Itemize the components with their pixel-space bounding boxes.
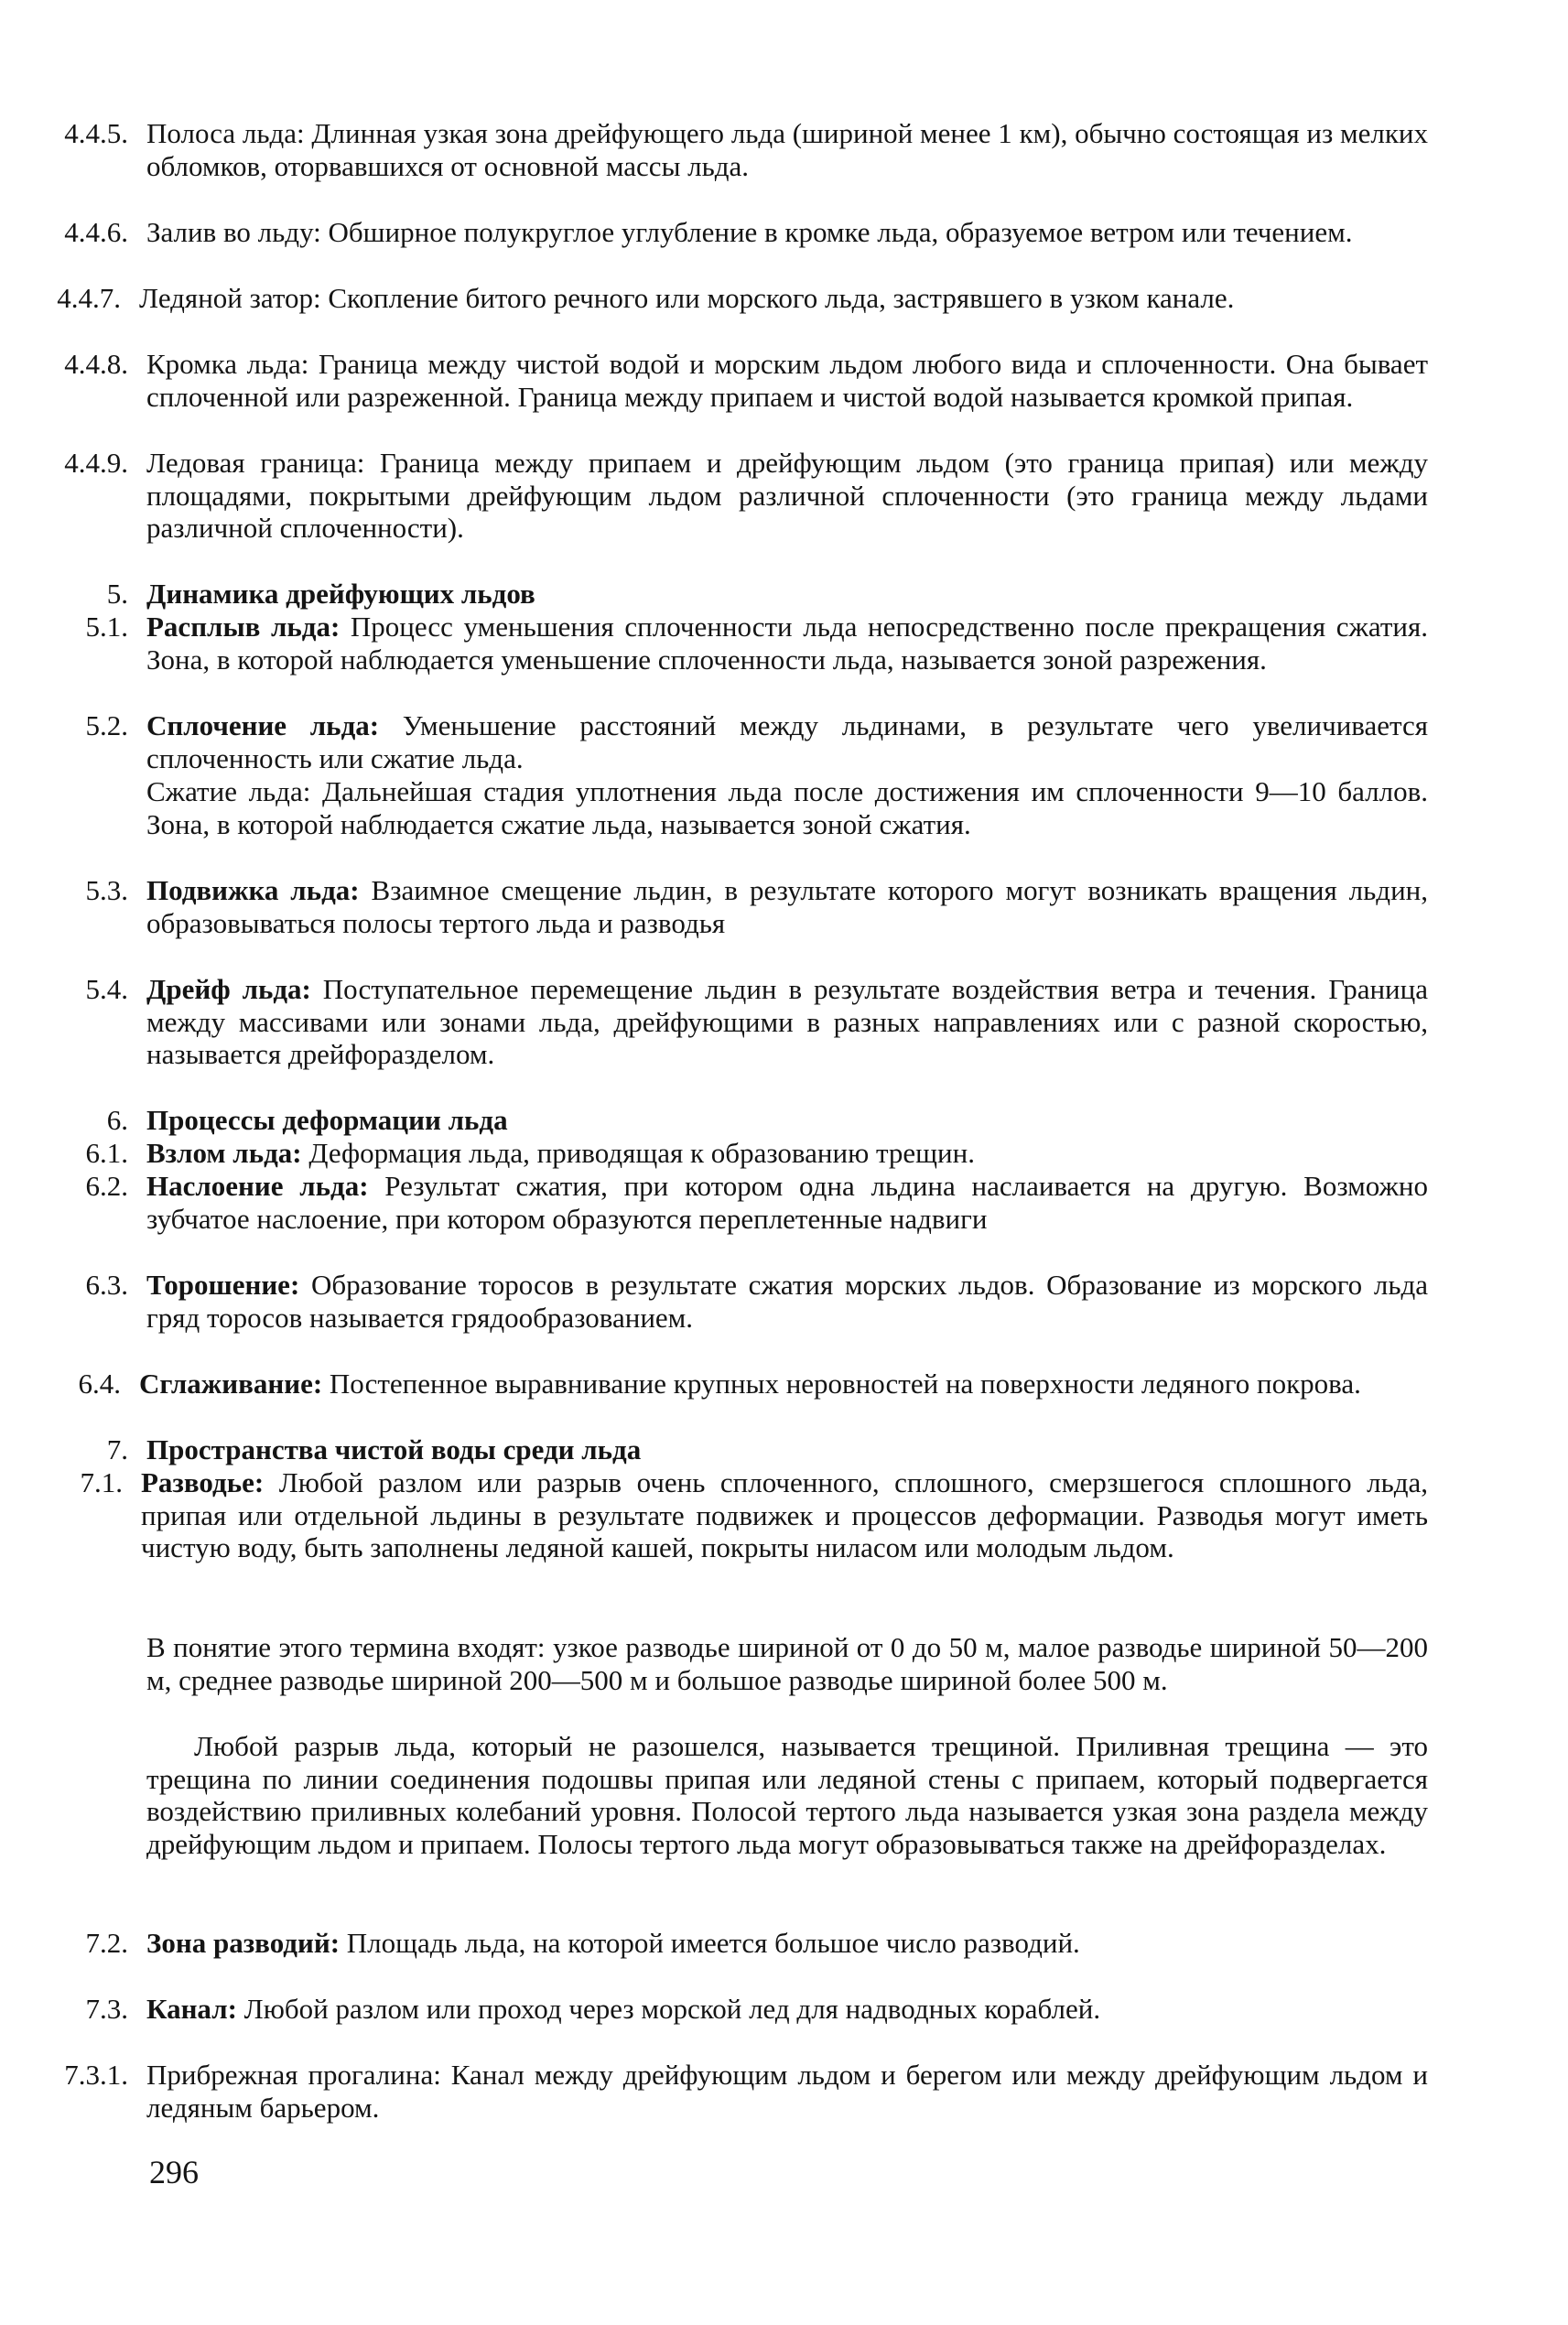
entry-text: Ледовая граница: Граница между припаем и дрейфующим льдом (это граница припая) или между площадями, покрытыми дрейфующим льдом различной сплоченности (это граница между льдами различной сплоченности). [146,447,1428,545]
entry-number: 6.1. [85,1137,128,1169]
entry-term: Торошение: [146,1269,300,1301]
entry-6-3 [85,1269,1428,1368]
entry-text: Площадь льда, на которой имеется большое число разводий. [340,1927,1080,1959]
entry-text: Любой разлом или проход через морской лед для надводных кораблей. [236,1993,1101,2025]
section-number: 5. [106,578,128,610]
entry-number: 6.3. [85,1269,128,1301]
entry-number: 4.4.9. [64,447,128,479]
entry-6-1 [85,1137,1428,1170]
entry-number: 7.3.1. [64,2059,128,2091]
entry-7-1 [80,1466,1428,1631]
entry-text: Процесс уменьшения сплоченности льда непосредственно после прекращения сжатия. Зона, в которой наблюдается уменьшение сплоченности льда, называется зоной разрежения. [146,611,1428,676]
entry-4-4-9 [64,447,1428,578]
entry-7-1-paragraph [146,1730,1428,1927]
entry-text: Полоса льда: Длинная узкая зона дрейфующего льда (шириной менее 1 км), обычно состоящая из мелких обломков, оторвавшихся от основной массы льда. [146,117,1428,182]
entry-number: 5.3. [85,874,128,906]
entry-text: Образование торосов в результате сжатия морских льдов. Образование из морского льда гряд торосов называется грядообразованием. [146,1269,1428,1334]
entry-7-1-paragraph [146,1631,1428,1730]
entry-term: Взлом льда: [146,1137,302,1169]
section-title: Пространства чистой воды среди льда [146,1433,642,1465]
entry-4-4-6 [64,216,1428,282]
entry-text: Поступательное перемещение льдин в результате воздействия ветра и течения. Граница между массивами или зонами льда, дрейфующими в разных направлениях или с разной скоростью, называется дрейфоразделом. [146,973,1428,1071]
entry-4-4-7 [57,282,1428,348]
entry-term: Дрейф льда: [146,973,311,1005]
entry-5-1 [85,611,1428,709]
entry-text: Прибрежная прогалина: Канал между дрейфующим льдом и берегом или между дрейфующим льдом и ледяным барьером. [146,2059,1428,2124]
entry-5-3 [85,874,1428,973]
entry-text: Любой разрыв льда, который не разошелся, называется трещиной. Приливная трещина — это трещина по линии соединения подошвы припая или ледяной стены с припаем, который подвергается воздействию приливных колебаний уровня. Полосой тертого льда называется узкая зона раздела между дрейфующим льдом и припаем. Полосы тертого льда могут образовываться также на дрейфоразделах. [146,1730,1428,1860]
entry-6-2 [85,1170,1428,1269]
entry-6-4 [78,1368,1428,1433]
entry-7-3 [85,1993,1428,2059]
entry-number: 7.2. [85,1927,128,1959]
entry-number: 6.2. [85,1170,128,1202]
entry-text: Любой разлом или разрыв очень сплоченного, сплошного, смерзшегося сплошного льда, припая или отдельной льдины в результате подвижек и процессов деформации. Разводья могут иметь чистую воду, быть заполнены ледяной кашей, покрыты ниласом или молодым льдом. [141,1466,1428,1564]
entry-number: 5.2. [85,709,128,741]
entry-term: Подвижка льда: [146,874,360,906]
entry-7-3-1 [64,2059,1428,2125]
entry-number: 6.4. [78,1368,121,1400]
entry-7-2 [85,1927,1428,1993]
entry-number: 5.1. [85,611,128,643]
entry-text: Кромка льда: Граница между чистой водой и морским льдом любого вида и сплоченности. Она бывает сплоченной или разреженной. Граница между припаем и чистой водой называется кромкой припая. [146,348,1428,413]
page-number: 296 [149,2154,199,2190]
entry-number: 4.4.6. [64,216,128,248]
entry-number: 7.3. [85,1993,128,2025]
entry-term: Расплыв льда: [146,611,341,643]
section-number: 7. [106,1433,128,1465]
entry-number: 4.4.8. [64,348,128,380]
entry-5-2 [85,709,1428,775]
entry-number: 5.4. [85,973,128,1005]
section-5-heading [106,578,1428,611]
entry-text: Результат сжатия, при котором одна льдина наслаивается на другую. Возможно зубчатое наслоение, при котором образуются переплетенные надвиги [146,1170,1428,1235]
entry-text: В понятие этого термина входят: узкое разводье шириной от 0 до 50 м, малое разводье шириной 50—200 м, среднее разводье шириной 200—500 м и большое разводье шириной более 500 м. [146,1631,1428,1696]
entry-text: Взаимное смещение льдин, в результате которого могут возникать вращения льдин, образовываться полосы тертого льда и разводья [146,874,1428,939]
entry-term: Сплочение льда: [146,709,380,741]
entry-term: Канал: [146,1993,237,2025]
section-7-heading [106,1433,1428,1466]
section-number: 6. [106,1104,128,1136]
entry-text: Залив во льду: Обширное полукруглое углубление в кромке льда, образуемое ветром или течением. [146,216,1353,248]
entry-term: Зона разводий: [146,1927,341,1959]
entry-text: Постепенное выравнивание крупных неровностей на поверхности ледяного покрова. [322,1368,1361,1400]
entry-4-4-5 [64,117,1428,216]
section-title: Процессы деформации льда [146,1104,508,1136]
entry-number: 4.4.5. [64,117,128,149]
entry-number: 7.1. [80,1466,123,1498]
entry-term: Наслоение льда: [146,1170,369,1202]
entry-text: Уменьшение расстояний между льдинами, в результате чего увеличивается сплоченность или сжатие льда. [146,709,1428,774]
entry-5-2-paragraph [146,775,1428,874]
entry-term: Сглаживание: [139,1368,323,1400]
entry-5-4 [85,973,1428,1104]
section-title: Динамика дрейфующих льдов [146,578,535,610]
entry-text: Ледяной затор: Скопление битого речного или морского льда, застрявшего в узком канале. [139,282,1235,314]
entry-text: Сжатие льда: Дальнейшая стадия уплотнения льда после достижения им сплоченности 9—10 баллов. Зона, в которой наблюдается сжатие льда, называется зоной сжатия. [146,775,1428,840]
entry-term: Разводье: [141,1466,265,1498]
entry-4-4-8 [64,348,1428,447]
entry-number: 4.4.7. [57,282,121,314]
section-6-heading [106,1104,1428,1137]
entry-text: Деформация льда, приводящая к образованию трещин. [301,1137,975,1169]
text-column [57,117,1428,2125]
